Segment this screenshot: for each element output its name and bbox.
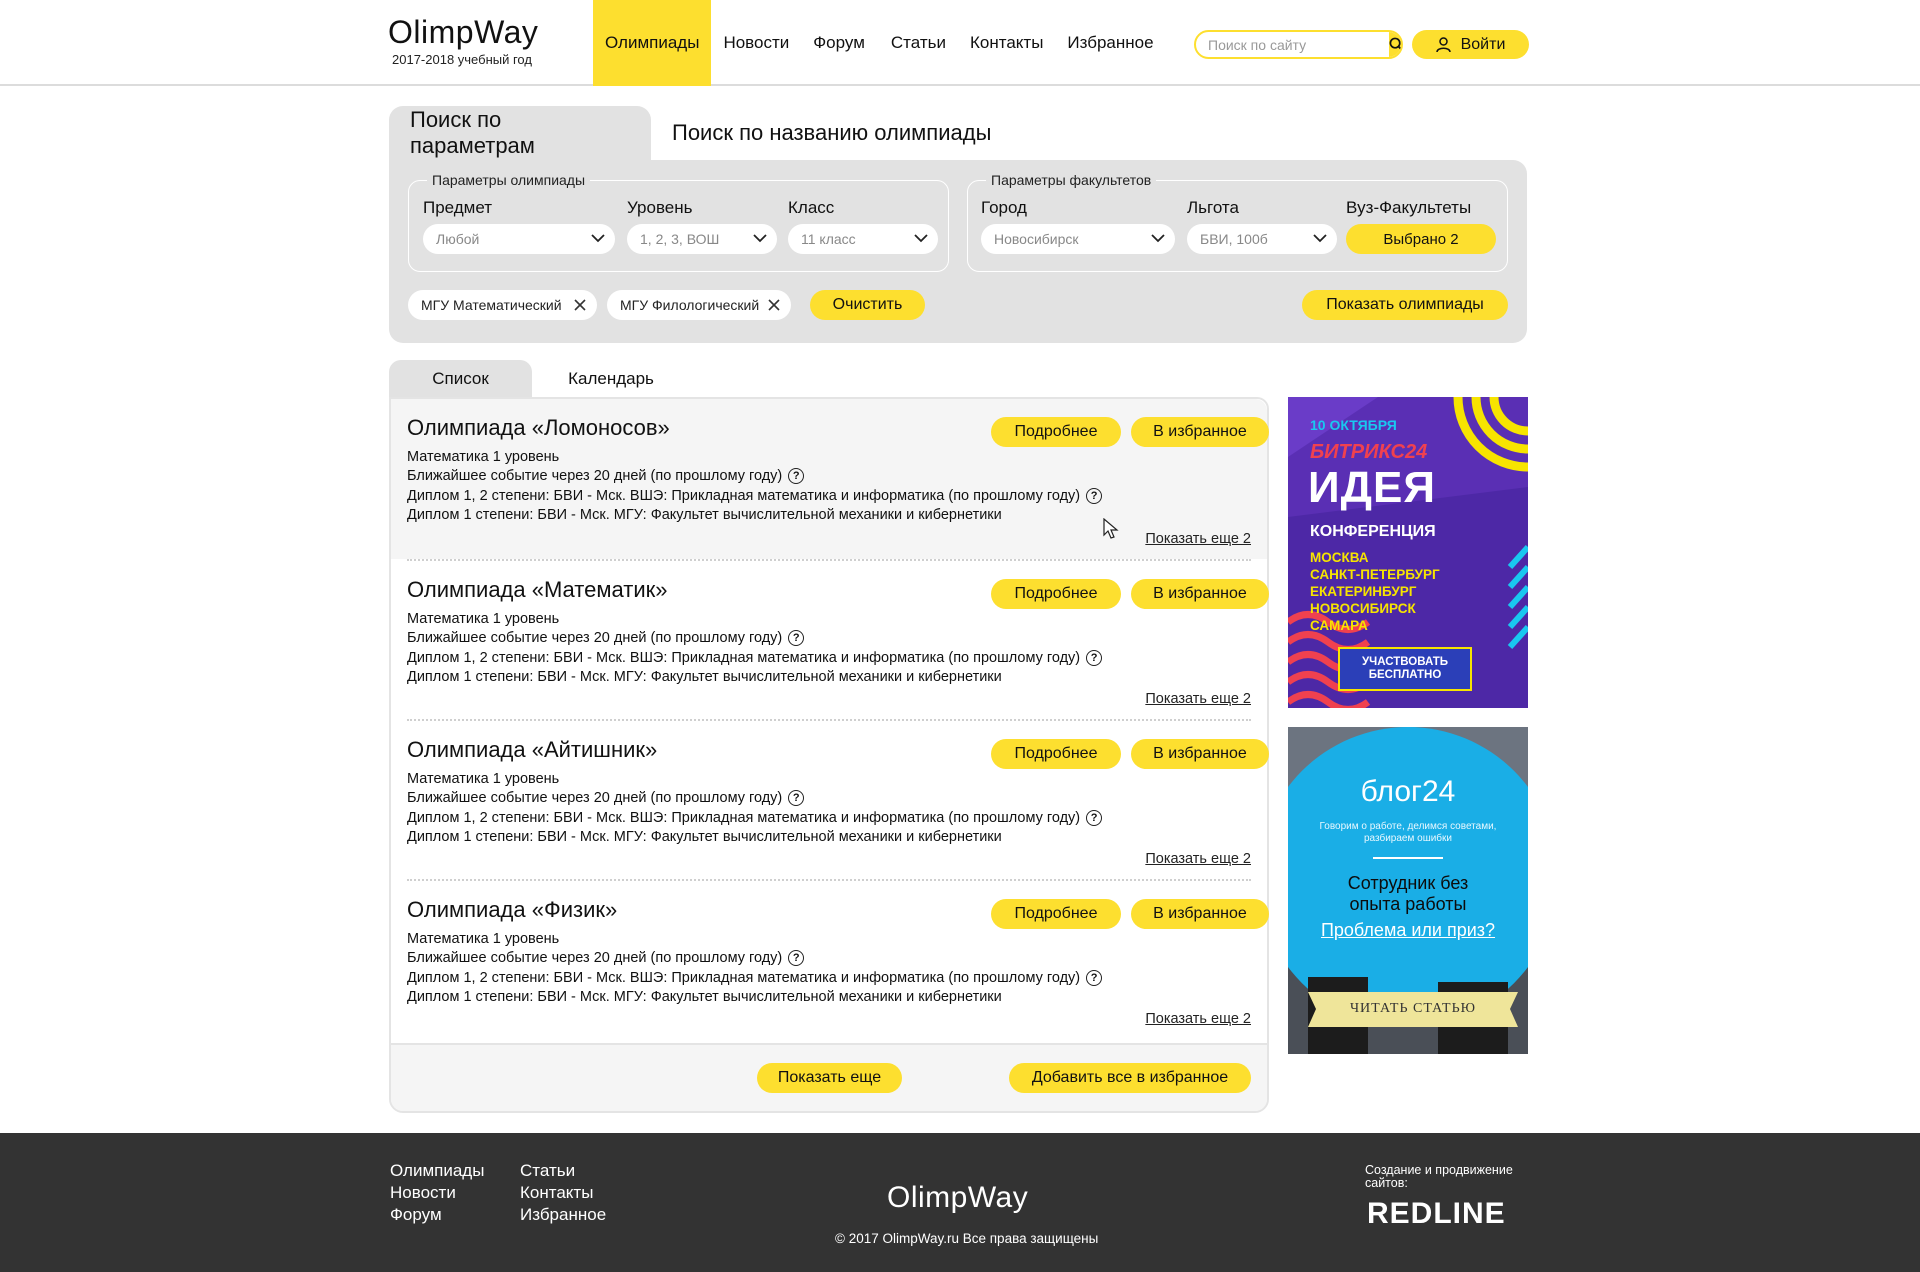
olympiad-info-line [407,829,1002,845]
olympiad-diploma: Диплом 1, 2 степени: БВИ - Мск. ВШЭ: Прикладная математика и информатика (по прошлому году) [407,810,1081,826]
benefit-select[interactable] [1187,224,1337,254]
olympiad-card [407,879,1251,1039]
olympiad-info-line [407,771,559,787]
filter-panel [389,160,1527,343]
olympiad-diploma: Диплом 1, 2 степени: БВИ - Мск. ВШЭ: Прикладная математика и информатика (по прошлому году) [407,488,1081,504]
add-favorite-button[interactable]: В избранное [1131,579,1269,609]
nav-item-favorites[interactable]: Избранное [1067,33,1154,52]
chevron-down-icon [591,233,605,243]
footer-link-olympiads[interactable]: Олимпиады [390,1161,485,1180]
subject-label: Предмет [423,198,493,217]
ad2-cta-button[interactable]: ЧИТАТЬ СТАТЬЮ [1349,1001,1477,1016]
olympiad-info-line [407,950,804,966]
banner-blog-ad[interactable] [1288,727,1528,1054]
olympiad-diploma: Диплом 1 степени: БВИ - Мск. МГУ: Факультет вычислительной механики и кибернетики [407,669,1002,685]
show-olympiads-button[interactable]: Показать олимпиады [1302,290,1508,320]
ad1-city: САМАРА [1310,618,1368,633]
faculties-label: Вуз-Факультеты [1346,198,1472,217]
olympiad-list [389,397,1269,1113]
site-search [1194,30,1403,59]
olympiad-info-line [407,488,1102,504]
footer-made-by: Создание и продвижение сайтов: [1365,1163,1513,1190]
subject-value: Любой [436,231,480,247]
olympiad-info-line [407,790,804,806]
ad1-cities [1310,549,1440,634]
olympiad-diploma: Диплом 1 степени: БВИ - Мск. МГУ: Факультет вычислительной механики и кибернетики [407,507,1002,523]
subject-select[interactable] [423,224,615,254]
olympiad-info-line [407,989,1002,1005]
faculty-params-legend: Параметры факультетов [986,172,1156,188]
city-label: Город [981,198,1027,217]
search-button[interactable] [1389,32,1403,57]
nav-item-contacts[interactable]: Контакты [969,33,1044,52]
close-icon[interactable] [573,298,587,312]
city-value: Новосибирск [994,231,1079,247]
olympiad-diploma: Диплом 1, 2 степени: БВИ - Мск. ВШЭ: Прикладная математика и информатика (по прошлому году) [407,650,1081,666]
chip-label: МГУ Филологический [620,297,760,313]
show-more-link[interactable]: Показать еще 2 [1145,1011,1251,1027]
chip-label: МГУ Математический [421,297,562,313]
mouse-cursor-icon [1103,518,1119,540]
olympiad-subject: Математика 1 уровень [407,449,560,465]
main-nav [593,0,1166,86]
details-button[interactable]: Подробнее [991,417,1121,447]
footer-link-articles[interactable]: Статьи [520,1161,576,1180]
logo-title: OlimpWay [388,14,539,50]
user-icon [1436,37,1451,53]
olympiad-info-line [407,931,559,947]
footer-copyright: © 2017 OlimpWay.ru Все права защищены [835,1231,1099,1246]
olympiad-params-legend: Параметры олимпиады [427,172,590,188]
chevron-down-icon [1151,233,1165,243]
city-select[interactable] [981,224,1175,254]
add-favorite-button[interactable]: В избранное [1131,899,1269,929]
class-select[interactable] [788,224,938,254]
olympiad-info-line [407,611,559,627]
faculty-params-group [967,172,1508,272]
chevron-down-icon [1313,233,1327,243]
search-input[interactable] [1196,32,1389,57]
ad2-tagline: Говорим о работе, делимся советами, разбираем ошибки [1319,821,1497,844]
ad1-date: 10 ОКТЯБРЯ [1310,417,1397,433]
search-icon [1389,37,1403,52]
details-button[interactable]: Подробнее [991,579,1121,609]
ad2-divider [1373,857,1443,859]
olympiad-diploma: Диплом 1 степени: БВИ - Мск. МГУ: Факультет вычислительной механики и кибернетики [407,829,1002,845]
olympiad-info-line [407,970,1102,986]
clear-filters-button[interactable]: Очистить [810,290,925,320]
ad1-subtitle: КОНФЕРЕНЦИЯ [1310,523,1436,540]
help-icon[interactable]: ? [1086,488,1102,504]
olympiad-info-line [407,810,1102,826]
help-icon[interactable]: ? [788,630,804,646]
ad1-city: НОВОСИБИРСК [1310,601,1416,616]
class-label: Класс [788,198,835,217]
ad1-title: ИДЕЯ [1308,463,1436,512]
footer-nav-col [390,1161,484,1224]
olympiad-subject: Математика 1 уровень [407,611,560,627]
tab-list[interactable]: Список [389,360,532,398]
ad1-cta-button[interactable]: УЧАСТВОВАТЬ БЕСПЛАТНО [1338,647,1472,691]
footer-link-favorites[interactable]: Избранное [520,1205,607,1224]
olympiad-card [407,719,1251,879]
show-more-link[interactable]: Показать еще 2 [1145,691,1251,707]
show-more-link[interactable]: Показать еще 2 [1145,851,1251,867]
tab-search-name[interactable]: Поиск по названию олимпиады [672,120,992,145]
olympiad-diploma: Диплом 1 степени: БВИ - Мск. МГУ: Факультет вычислительной механики и кибернетики [407,989,1002,1005]
login-button[interactable] [1412,30,1529,59]
add-all-favorites-button[interactable]: Добавить все в избранное [1009,1063,1251,1093]
redline-logo[interactable]: REDLINE [1367,1197,1506,1230]
benefit-label: Льгота [1187,198,1239,217]
ad1-city: САНКТ-ПЕТЕРБУРГ [1310,567,1440,582]
olympiad-next-event: Ближайшее событие через 20 дней (по прошлому году) [407,630,783,646]
olympiad-next-event: Ближайшее событие через 20 дней (по прошлому году) [407,468,783,484]
olympiad-card [407,399,1251,559]
add-favorite-button[interactable]: В избранное [1131,417,1269,447]
ad1-city: МОСКВА [1310,550,1369,565]
help-icon[interactable]: ? [1086,970,1102,986]
level-select[interactable] [627,224,777,254]
nav-item-articles[interactable]: Статьи [890,33,946,52]
nav-item-forum[interactable]: Форум [813,33,865,52]
filter-chip [408,290,597,320]
close-icon[interactable] [767,298,781,312]
olympiad-next-event: Ближайшее событие через 20 дней (по прошлому году) [407,790,783,806]
help-icon[interactable]: ? [1086,810,1102,826]
olympiad-card [407,559,1251,719]
olympiad-info-line [407,507,1002,523]
footer-logo[interactable]: OlimpWay [887,1181,1029,1214]
olympiad-info-line [407,468,804,484]
ad2-brand: блог24 [1360,775,1456,808]
level-value: 1, 2, 3, ВОШ [640,231,720,247]
footer-link-news[interactable]: Новости [390,1183,456,1202]
level-label: Уровень [627,198,693,217]
footer-nav-col [520,1161,606,1224]
filter-chip [607,290,791,320]
show-more-button[interactable]: Показать еще [757,1063,902,1093]
ad2-headline: Сотрудник без опыта работы [1347,873,1469,914]
tab-search-params[interactable]: Поиск по параметрам [389,106,651,160]
olympiad-info-line [407,669,1002,685]
help-icon[interactable]: ? [788,950,804,966]
ad1-city: ЕКАТЕРИНБУРГ [1310,584,1417,599]
olympiad-info-line [407,449,559,465]
olympiad-diploma: Диплом 1, 2 степени: БВИ - Мск. ВШЭ: Прикладная математика и информатика (по прошлому году) [407,970,1081,986]
olympiad-title[interactable]: Олимпиада «Айтишник» [407,737,658,762]
login-label: Войти [1460,35,1506,53]
ad2-link[interactable]: Проблема или приз? [1320,920,1496,940]
site-footer [0,1133,1920,1272]
olympiad-title[interactable]: Олимпиада «Математик» [407,577,668,602]
help-icon[interactable]: ? [788,468,804,484]
footer-link-forum[interactable]: Форум [390,1205,442,1224]
show-more-link[interactable]: Показать еще 2 [1145,531,1251,547]
olympiad-params-group [408,172,949,272]
olympiad-next-event: Ближайшее событие через 20 дней (по прошлому году) [407,950,783,966]
olympiad-title[interactable]: Олимпиада «Физик» [407,897,618,922]
site-header [0,0,1920,86]
footer-link-contacts[interactable]: Контакты [520,1183,594,1202]
nav-item-news[interactable]: Новости [723,33,790,52]
help-icon[interactable]: ? [1086,650,1102,666]
banner-bitrix-ad[interactable] [1288,397,1528,708]
ad1-brand: БИТРИКС24 [1310,441,1428,463]
class-value: 11 класс [801,231,856,247]
tab-calendar[interactable]: Календарь [568,369,654,388]
benefit-value: БВИ, 100б [1200,231,1268,247]
details-button[interactable]: Подробнее [991,739,1121,769]
details-button[interactable]: Подробнее [991,899,1121,929]
faculties-selected-button[interactable]: Выбрано 2 [1346,224,1496,254]
nav-item-olympiads[interactable]: Олимпиады [593,0,711,86]
logo-subtitle: 2017-2018 учебный год [392,52,532,67]
olympiad-subject: Математика 1 уровень [407,931,560,947]
olympiad-info-line [407,650,1102,666]
site-logo[interactable] [388,14,538,67]
olympiad-subject: Математика 1 уровень [407,771,560,787]
chevron-down-icon [753,233,767,243]
olympiad-title[interactable]: Олимпиада «Ломоносов» [407,415,670,440]
add-favorite-button[interactable]: В избранное [1131,739,1269,769]
olympiad-info-line [407,630,804,646]
help-icon[interactable]: ? [788,790,804,806]
chevron-down-icon [914,233,928,243]
